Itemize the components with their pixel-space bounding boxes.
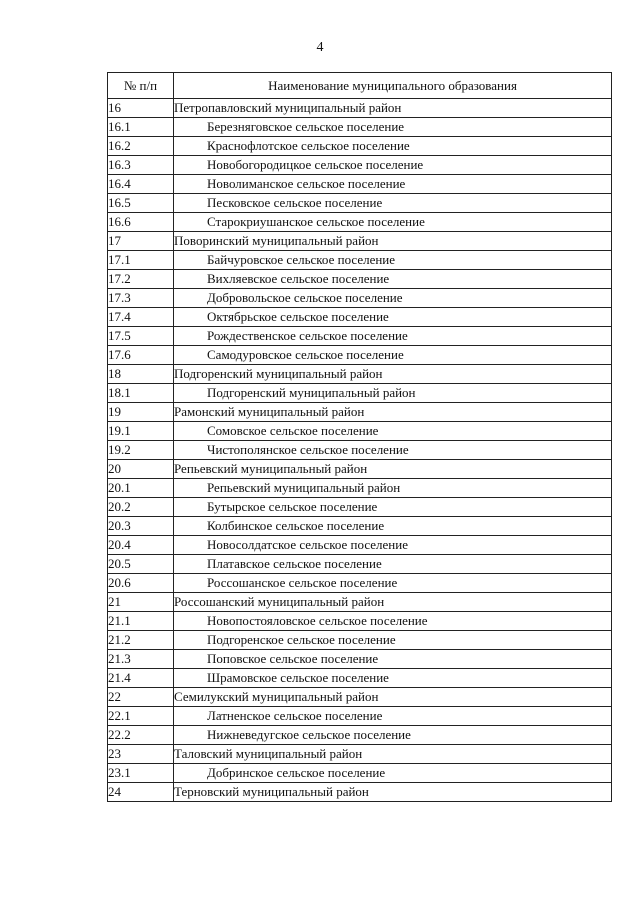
row-number: 20.3	[108, 517, 174, 536]
settlement-name: Бутырское сельское поселение	[174, 498, 612, 517]
row-number: 17.5	[108, 327, 174, 346]
settlement-name: Краснофлотское сельское поселение	[174, 137, 612, 156]
row-number: 20	[108, 460, 174, 479]
row-number: 20.4	[108, 536, 174, 555]
table-row-district	[108, 460, 612, 479]
table-body	[108, 99, 612, 802]
table-row-settlement	[108, 384, 612, 403]
table-row-settlement	[108, 327, 612, 346]
settlement-name: Колбинское сельское поселение	[174, 517, 612, 536]
settlement-name: Россошанское сельское поселение	[174, 574, 612, 593]
table-row-settlement	[108, 612, 612, 631]
table-row-settlement	[108, 631, 612, 650]
settlement-name: Репьевский муниципальный район	[174, 479, 612, 498]
settlement-name: Нижневедугское сельское поселение	[174, 726, 612, 745]
page-number: 4	[316, 40, 324, 55]
row-number: 20.1	[108, 479, 174, 498]
settlement-name: Октябрьское сельское поселение	[174, 308, 612, 327]
row-number: 19.1	[108, 422, 174, 441]
settlement-name: Шрамовское сельское поселение	[174, 669, 612, 688]
table-row-settlement	[108, 289, 612, 308]
settlement-name: Подгоренское сельское поселение	[174, 631, 612, 650]
district-name: Семилукский муниципальный район	[174, 688, 612, 707]
table-row-settlement	[108, 346, 612, 365]
row-number: 17.6	[108, 346, 174, 365]
settlement-name: Латненское сельское поселение	[174, 707, 612, 726]
table-row-settlement	[108, 118, 612, 137]
row-number: 17.1	[108, 251, 174, 270]
district-name: Терновский муниципальный район	[174, 783, 612, 802]
settlement-name: Березняговское сельское поселение	[174, 118, 612, 137]
district-name: Петропавловский муниципальный район	[174, 99, 612, 118]
table-row-district	[108, 365, 612, 384]
table-row-settlement	[108, 536, 612, 555]
row-number: 18.1	[108, 384, 174, 403]
settlement-name: Байчуровское сельское поселение	[174, 251, 612, 270]
district-name: Репьевский муниципальный район	[174, 460, 612, 479]
table-row-district	[108, 593, 612, 612]
row-number: 18	[108, 365, 174, 384]
table-row-district	[108, 688, 612, 707]
table-row-settlement	[108, 213, 612, 232]
table-row-settlement	[108, 669, 612, 688]
settlement-name: Добровольское сельское поселение	[174, 289, 612, 308]
row-number: 21	[108, 593, 174, 612]
table-row-settlement	[108, 650, 612, 669]
row-number: 20.2	[108, 498, 174, 517]
settlement-name: Подгоренский муниципальный район	[174, 384, 612, 403]
table-row-settlement	[108, 251, 612, 270]
row-number: 16.5	[108, 194, 174, 213]
table-row-settlement	[108, 498, 612, 517]
row-number: 21.2	[108, 631, 174, 650]
table-row-settlement	[108, 422, 612, 441]
row-number: 21.4	[108, 669, 174, 688]
row-number: 16.1	[108, 118, 174, 137]
settlement-name: Новобогородицкое сельское поселение	[174, 156, 612, 175]
row-number: 23.1	[108, 764, 174, 783]
settlement-name: Новосолдатское сельское поселение	[174, 536, 612, 555]
table-row-settlement	[108, 517, 612, 536]
row-number: 17.2	[108, 270, 174, 289]
settlement-name: Самодуровское сельское поселение	[174, 346, 612, 365]
table-row-settlement	[108, 555, 612, 574]
row-number: 23	[108, 745, 174, 764]
settlement-name: Чистополянское сельское поселение	[174, 441, 612, 460]
table-header-row	[108, 73, 612, 99]
row-number: 19.2	[108, 441, 174, 460]
table-row-district	[108, 783, 612, 802]
table-row-settlement	[108, 764, 612, 783]
settlement-name: Новолиманское сельское поселение	[174, 175, 612, 194]
row-number: 24	[108, 783, 174, 802]
row-number: 16	[108, 99, 174, 118]
table-row-district	[108, 232, 612, 251]
table-row-settlement	[108, 194, 612, 213]
table-row-settlement	[108, 441, 612, 460]
row-number: 20.6	[108, 574, 174, 593]
row-number: 17.4	[108, 308, 174, 327]
table-row-settlement	[108, 707, 612, 726]
row-number: 19	[108, 403, 174, 422]
table-row-district	[108, 745, 612, 764]
row-number: 16.4	[108, 175, 174, 194]
table-row-settlement	[108, 175, 612, 194]
table-row-settlement	[108, 270, 612, 289]
row-number: 17.3	[108, 289, 174, 308]
district-name: Рамонский муниципальный район	[174, 403, 612, 422]
table-row-settlement	[108, 137, 612, 156]
table-row-settlement	[108, 156, 612, 175]
settlement-name: Добринское сельское поселение	[174, 764, 612, 783]
settlement-name: Новопостояловское сельское поселение	[174, 612, 612, 631]
row-number: 22.1	[108, 707, 174, 726]
settlement-name: Песковское сельское поселение	[174, 194, 612, 213]
table-row-settlement	[108, 479, 612, 498]
table-row-settlement	[108, 308, 612, 327]
settlement-name: Вихляевское сельское поселение	[174, 270, 612, 289]
row-number: 21.1	[108, 612, 174, 631]
row-number: 22.2	[108, 726, 174, 745]
municipal-table	[107, 72, 612, 802]
row-number: 20.5	[108, 555, 174, 574]
district-name: Поворинский муниципальный район	[174, 232, 612, 251]
column-header-number: № п/п	[108, 73, 174, 99]
row-number: 16.6	[108, 213, 174, 232]
column-header-name: Наименование муниципального образования	[174, 73, 612, 99]
table-row-district	[108, 403, 612, 422]
row-number: 17	[108, 232, 174, 251]
row-number: 16.3	[108, 156, 174, 175]
row-number: 16.2	[108, 137, 174, 156]
table-row-settlement	[108, 574, 612, 593]
settlement-name: Сомовское сельское поселение	[174, 422, 612, 441]
settlement-name: Поповское сельское поселение	[174, 650, 612, 669]
row-number: 21.3	[108, 650, 174, 669]
row-number: 22	[108, 688, 174, 707]
table-row-district	[108, 99, 612, 118]
district-name: Таловский муниципальный район	[174, 745, 612, 764]
settlement-name: Рождественское сельское поселение	[174, 327, 612, 346]
settlement-name: Старокриушанское сельское поселение	[174, 213, 612, 232]
district-name: Подгоренский муниципальный район	[174, 365, 612, 384]
table-row-settlement	[108, 726, 612, 745]
settlement-name: Платавское сельское поселение	[174, 555, 612, 574]
district-name: Россошанский муниципальный район	[174, 593, 612, 612]
